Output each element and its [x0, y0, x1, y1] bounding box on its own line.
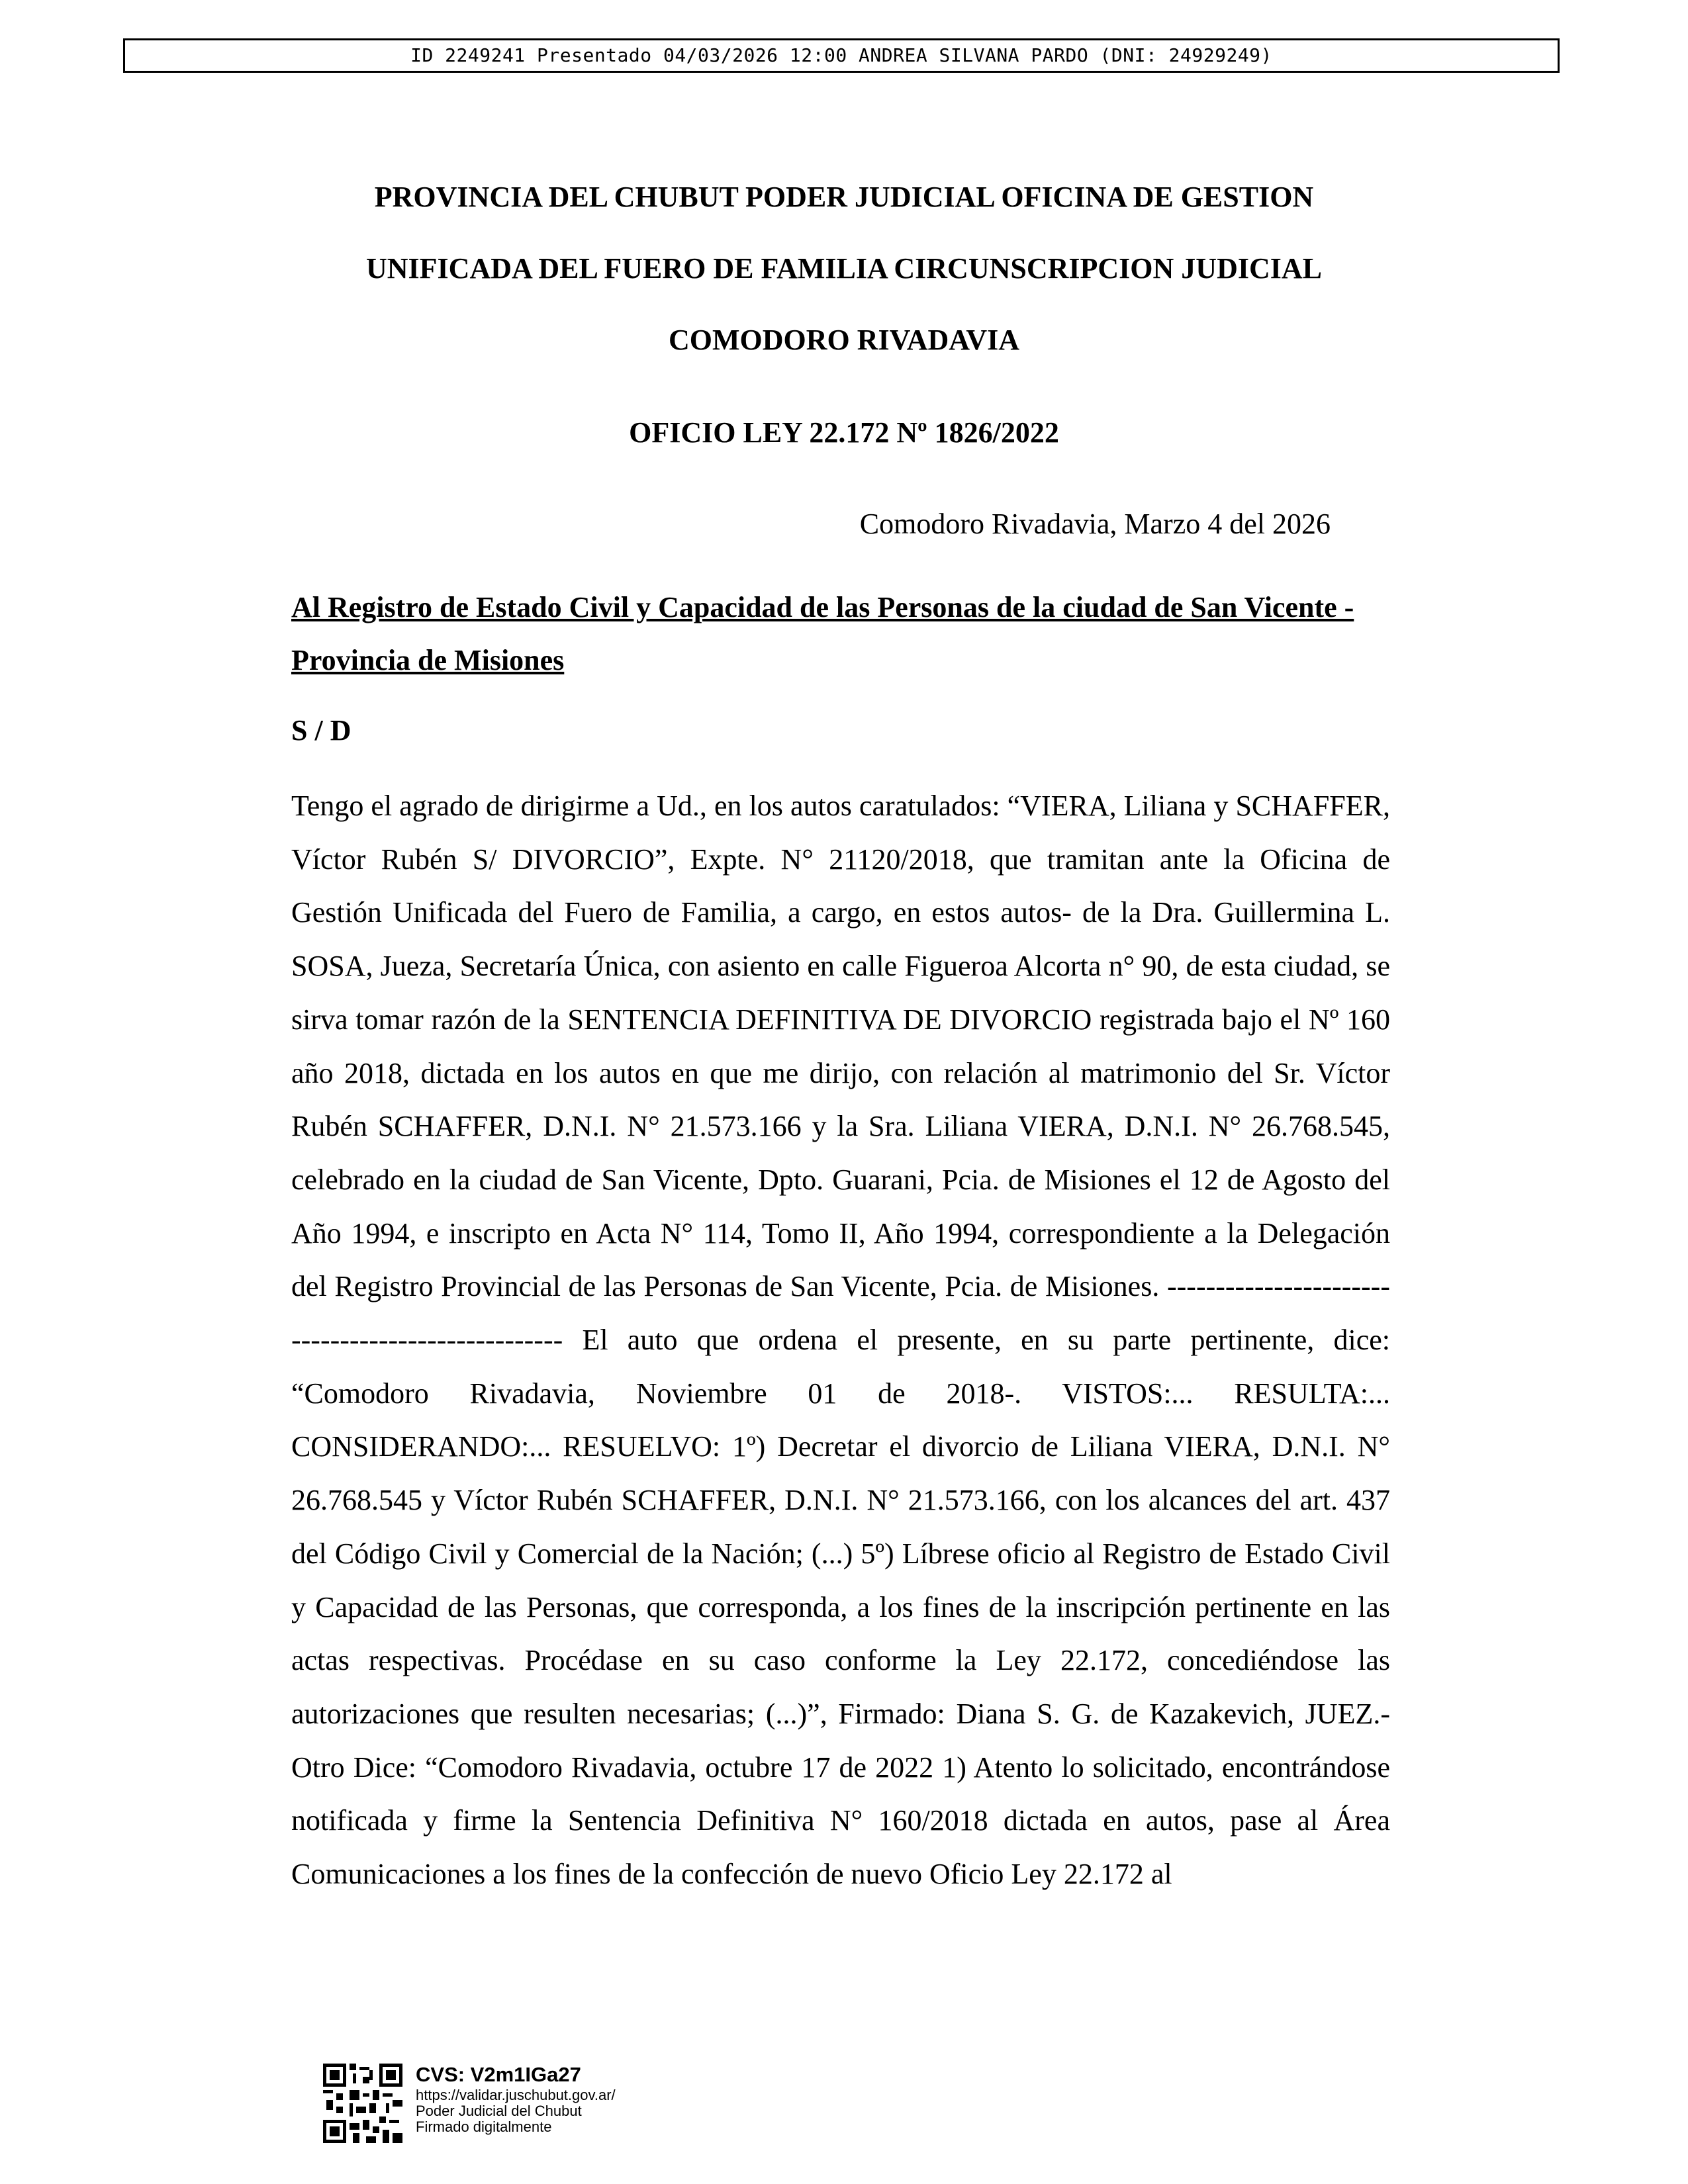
- document-date: Comodoro Rivadavia, Marzo 4 del 2026: [859, 508, 1331, 540]
- cvs-code: CVS: V2m1IGa27: [416, 2063, 581, 2086]
- filing-stamp: ID 2249241 Presentado 04/03/2026 12:00 ANDREA SILVANA PARDO (DNI: 24929249): [123, 38, 1560, 73]
- issuing-organization: Poder Judicial del Chubut: [416, 2103, 582, 2119]
- header-line-1: PROVINCIA DEL CHUBUT PODER JUDICIAL OFICINA DE GESTION: [374, 181, 1314, 213]
- header-line-2: UNIFICADA DEL FUERO DE FAMILIA CIRCUNSCRIPCION JUDICIAL: [366, 252, 1322, 285]
- addressee: Al Registro de Estado Civil y Capacidad de las Personas de la ciudad de San Vicente - Provincia de Misiones: [291, 591, 1354, 676]
- document-title: OFICIO LEY 22.172 Nº 1826/2022: [629, 416, 1059, 449]
- body-paragraph: Tengo el agrado de dirigirme a Ud., en los autos caratulados: “VIERA, Liliana y SCHAFFER, Víctor Rubén S/ DIVORCIO”, Expte. N° 21120/2018, que tramitan ante la Oficina de Gestión Unificada del Fuero de Familia, a cargo, en estos autos- de la Dra. Guillermina L. SOSA, Jueza, Secretaría Única, con asiento en calle Figueroa Alcorta n° 90, de esta ciudad, se sirva tomar razón de la SENTENCIA DEFINITIVA DE DIVORCIO registrada bajo el Nº 160 año 2018, dictada en los autos en que me dirijo, con relación al matrimonio del Sr. Víctor Rubén SCHAFFER, D.N.I. N° 21.573.166 y la Sra. Liliana VIERA, D.N.I. N° 26.768.545, celebrado en la ciudad de San Vicente, Dpto. Guarani, Pcia. de Misiones el 12 de Agosto del Año 1994, e inscripto en Acta N° 114, Tomo II, Año 1994, correspondiente a la Delegación del Registro Provincial de las Personas de San Vicente, Pcia. de Misiones. --------------------------------------------------- El auto que ordena el presente, en su parte pertinente, dice: “Comodoro Rivadavia, Noviembre 01 de 2018-. VISTOS:... RESULTA:... CONSIDERANDO:... RESUELVO: 1º) Decretar el divorcio de Liliana VIERA, D.N.I. N° 26.768.545 y Víctor Rubén SCHAFFER, D.N.I. N° 21.573.166, con los alcances del art. 437 del Código Civil y Comercial de la Nación; (...) 5º) Líbrese oficio al Registro de Estado Civil y Capacidad de las Personas, que corresponda, a los fines de la inscripción pertinente en las actas respectivas. Procédase en su caso conforme la Ley 22.172, concediéndose las autorizaciones que resulten necesarias; (...)”, Firmado: Diana S. G. de Kazakevich, JUEZ.- Otro Dice: “Comodoro Rivadavia, octubre 17 de 2022 1) Atento lo solicitado, encontrándose notificada y firme la Sentencia Definitiva N° 160/2018 dictada en autos, pase al Área Comunicaciones a los fines de la confección de nuevo Oficio Ley 22.172 al: [291, 790, 1390, 1891]
- qr-code-icon: [323, 2064, 402, 2143]
- salutation: S / D: [291, 714, 352, 747]
- header-line-3: COMODORO RIVADAVIA: [668, 324, 1020, 356]
- validation-url: https://validar.juschubut.gov.ar/: [416, 2087, 616, 2103]
- signature-status: Firmado digitalmente: [416, 2118, 552, 2135]
- digital-signature-block: [323, 2064, 720, 2150]
